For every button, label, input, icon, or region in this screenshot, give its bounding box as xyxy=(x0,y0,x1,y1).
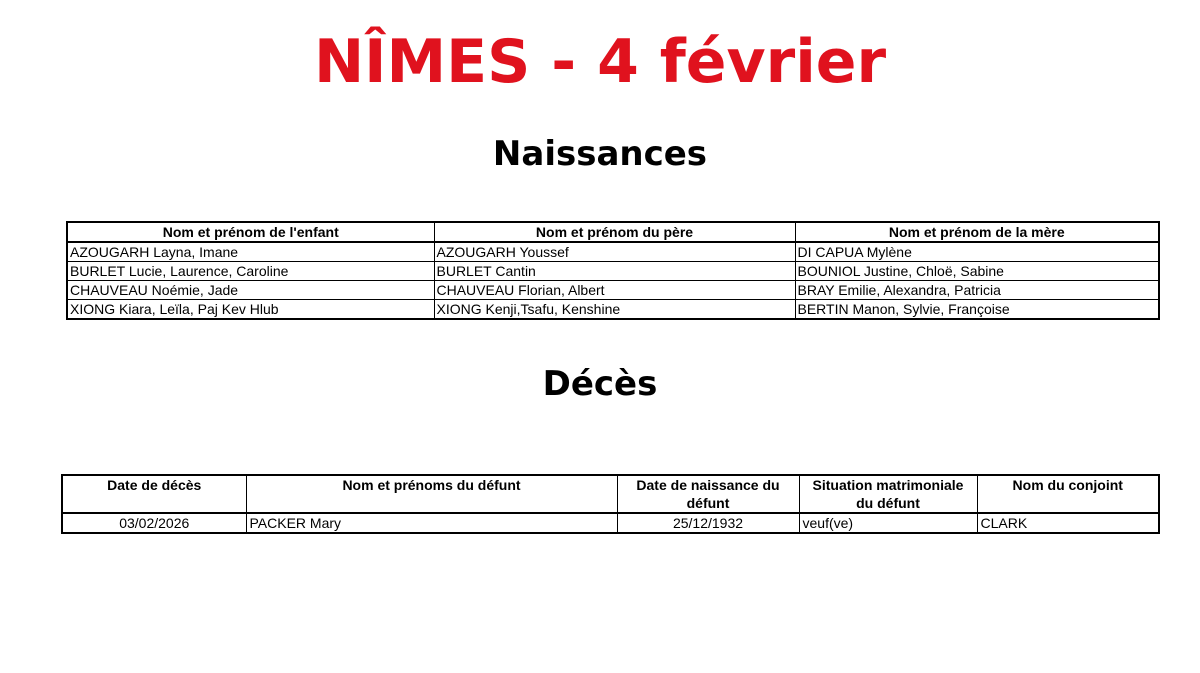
mother-name: BERTIN Manon, Sylvie, Françoise xyxy=(795,300,1159,320)
deaths-col-marital-status: Situation matrimoniale du défunt xyxy=(799,475,977,513)
deaths-table xyxy=(61,474,1160,534)
deaths-header-row xyxy=(62,475,1159,513)
father-name: XIONG Kenji,Tsafu, Kenshine xyxy=(434,300,795,320)
table-row xyxy=(62,513,1159,533)
father-name: BURLET Cantin xyxy=(434,262,795,281)
deaths-heading: Décès xyxy=(542,364,658,404)
deaths-col-deceased-name: Nom et prénoms du défunt xyxy=(246,475,617,513)
father-name: CHAUVEAU Florian, Albert xyxy=(434,281,795,300)
spouse-name: CLARK xyxy=(977,513,1159,533)
deaths-col-spouse-name: Nom du conjoint xyxy=(977,475,1159,513)
table-row xyxy=(67,262,1159,281)
table-row xyxy=(67,242,1159,262)
table-row xyxy=(67,281,1159,300)
deceased-name: PACKER Mary xyxy=(246,513,617,533)
date-of-death: 03/02/2026 xyxy=(62,513,246,533)
child-name: XIONG Kiara, Leïla, Paj Kev Hlub xyxy=(67,300,434,320)
child-name: BURLET Lucie, Laurence, Caroline xyxy=(67,262,434,281)
child-name: AZOUGARH Layna, Imane xyxy=(67,242,434,262)
births-col-mother: Nom et prénom de la mère xyxy=(795,222,1159,242)
deaths-col-date-of-death: Date de décès xyxy=(62,475,246,513)
marital-status: veuf(ve) xyxy=(799,513,977,533)
page-title: NÎMES - 4 février xyxy=(313,27,887,97)
birth-date: 25/12/1932 xyxy=(617,513,799,533)
mother-name: DI CAPUA Mylène xyxy=(795,242,1159,262)
deaths-col-birth-date: Date de naissance du défunt xyxy=(617,475,799,513)
births-table xyxy=(66,221,1160,320)
births-col-child: Nom et prénom de l'enfant xyxy=(67,222,434,242)
mother-name: BOUNIOL Justine, Chloë, Sabine xyxy=(795,262,1159,281)
table-row xyxy=(67,300,1159,320)
father-name: AZOUGARH Youssef xyxy=(434,242,795,262)
births-header-row xyxy=(67,222,1159,242)
births-col-father: Nom et prénom du père xyxy=(434,222,795,242)
births-heading: Naissances xyxy=(492,134,708,174)
child-name: CHAUVEAU Noémie, Jade xyxy=(67,281,434,300)
mother-name: BRAY Emilie, Alexandra, Patricia xyxy=(795,281,1159,300)
